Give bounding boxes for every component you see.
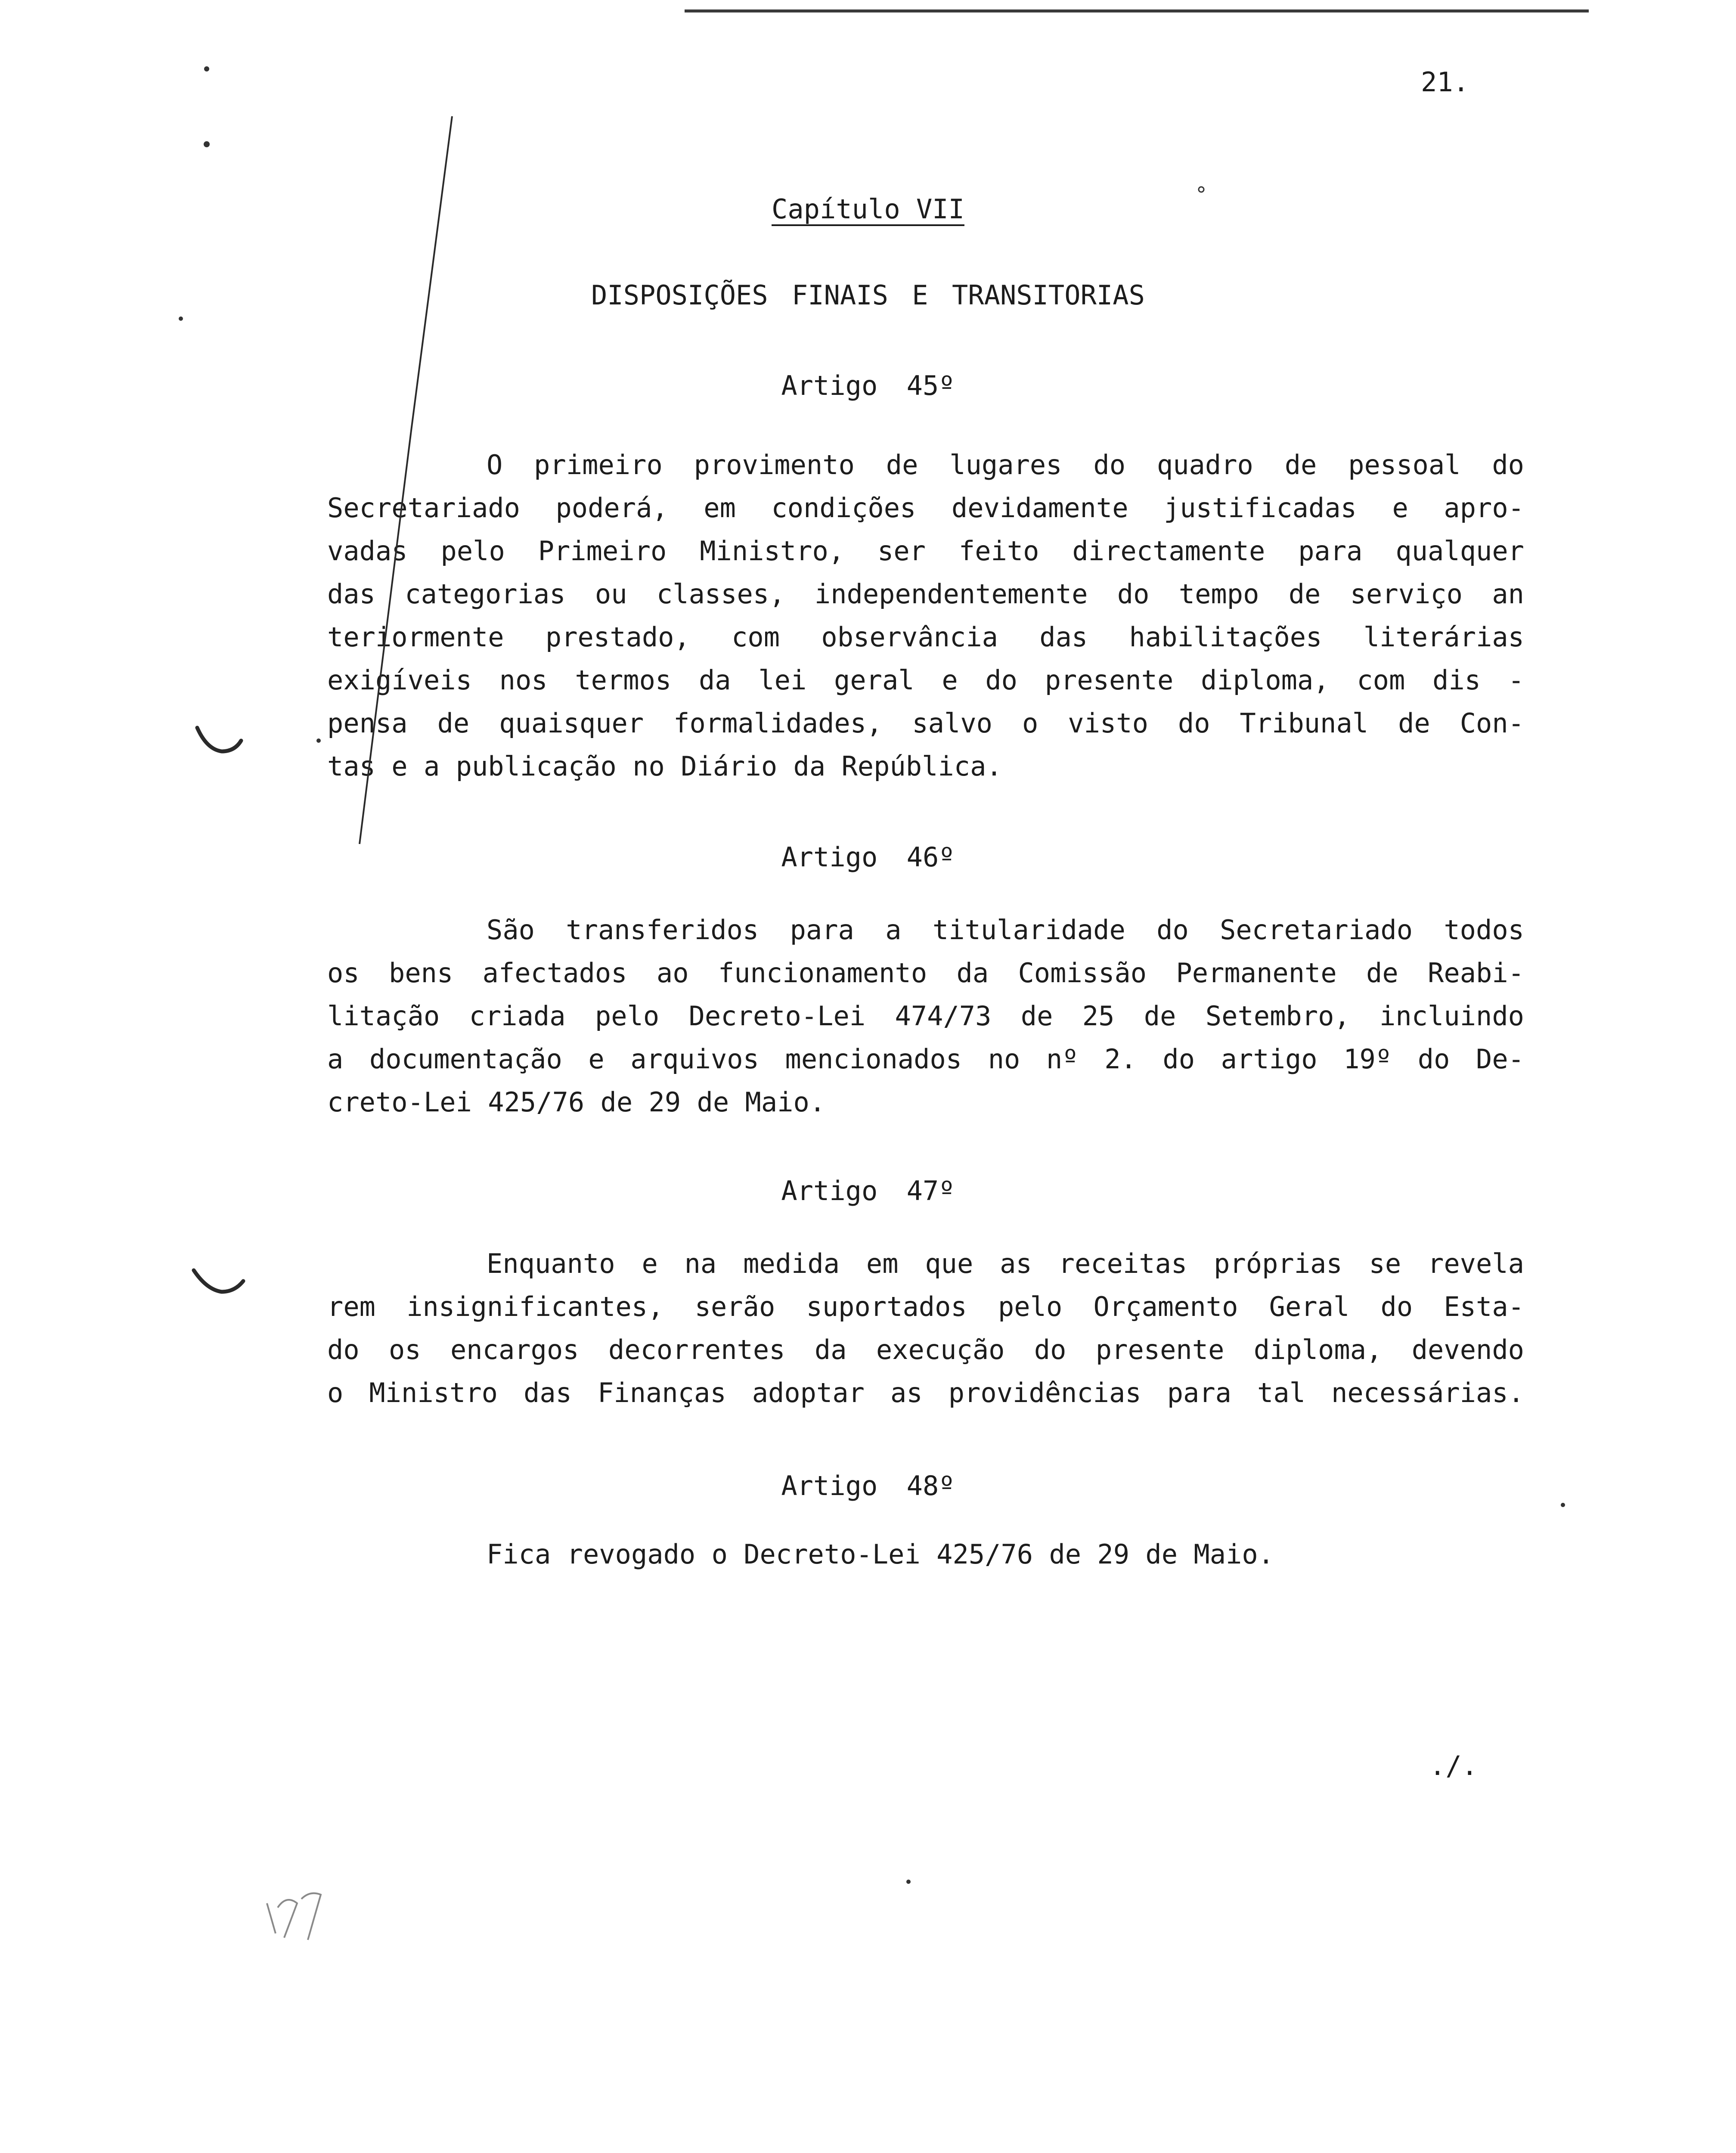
- scan-speck: [316, 738, 321, 743]
- check-mark: [197, 728, 241, 751]
- text-line: teriormente prestado, com observância das habilitações literárias: [327, 621, 1524, 653]
- text-line: O primeiro provimento de lugares do quadro de pessoal do: [487, 449, 1524, 481]
- closing-mark: ./.: [1429, 1750, 1478, 1781]
- section-title: DISPOSIÇÕES FINAIS E TRANSITORIAS: [591, 279, 1145, 311]
- text-line: o Ministro das Finanças adoptar as providências para tal necessárias.: [327, 1377, 1524, 1408]
- text-line: tas e a publicação no Diário da República.: [327, 751, 1002, 782]
- text-line: creto-Lei 425/76 de 29 de Maio.: [327, 1086, 826, 1118]
- text-line: São transferidos para a titularidade do Secretariado todos: [487, 914, 1524, 946]
- scan-speck: [204, 141, 210, 147]
- article-heading-45: Artigo 45º: [781, 370, 955, 401]
- text-line: rem insignificantes, serão suportados pelo Orçamento Geral do Esta-: [327, 1291, 1524, 1322]
- text-line: Enquanto e na medida em que as receitas próprias se revela: [487, 1248, 1524, 1279]
- scan-speck: [204, 66, 209, 71]
- scan-speck: [1561, 1503, 1565, 1507]
- text-line: pensa de quaisquer formalidades, salvo o visto do Tribunal de Con-: [327, 707, 1524, 739]
- scan-speck: [906, 1880, 911, 1884]
- text-line: exigíveis nos termos da lei geral e do presente diploma, com dis -: [327, 664, 1524, 696]
- text-line: os bens afectados ao funcionamento da Comissão Permanente de Reabi-: [327, 957, 1524, 989]
- text-line: do os encargos decorrentes da execução do presente diploma, devendo: [327, 1334, 1524, 1365]
- scan-speck: [179, 316, 183, 321]
- text-line: Fica revogado o Decreto-Lei 425/76 de 29 de Maio.: [487, 1539, 1274, 1570]
- text-line: vadas pelo Primeiro Ministro, ser feito directamente para qualquer: [327, 535, 1524, 567]
- article-heading-46: Artigo 46º: [781, 841, 955, 873]
- initials-signature: [267, 1893, 321, 1940]
- text-line: Secretariado poderá, em condições devidamente justificadas e apro-: [327, 492, 1524, 524]
- page-number: 21.: [1421, 66, 1469, 98]
- margin-line-mark: [360, 116, 452, 844]
- chapter-title-text: Capítulo VII: [772, 193, 964, 225]
- text-line: das categorias ou classes, independentemente do tempo de serviço an: [327, 578, 1524, 610]
- article-heading-48: Artigo 48º: [781, 1470, 955, 1502]
- text-line: a documentação e arquivos mencionados no nº 2. do artigo 19º do De-: [327, 1043, 1524, 1075]
- text-line: litação criada pelo Decreto-Lei 474/73 de 25 de Setembro, incluindo: [327, 1000, 1524, 1032]
- check-mark: [194, 1270, 243, 1292]
- scan-speck: [1199, 187, 1204, 192]
- article-heading-47: Artigo 47º: [781, 1175, 955, 1207]
